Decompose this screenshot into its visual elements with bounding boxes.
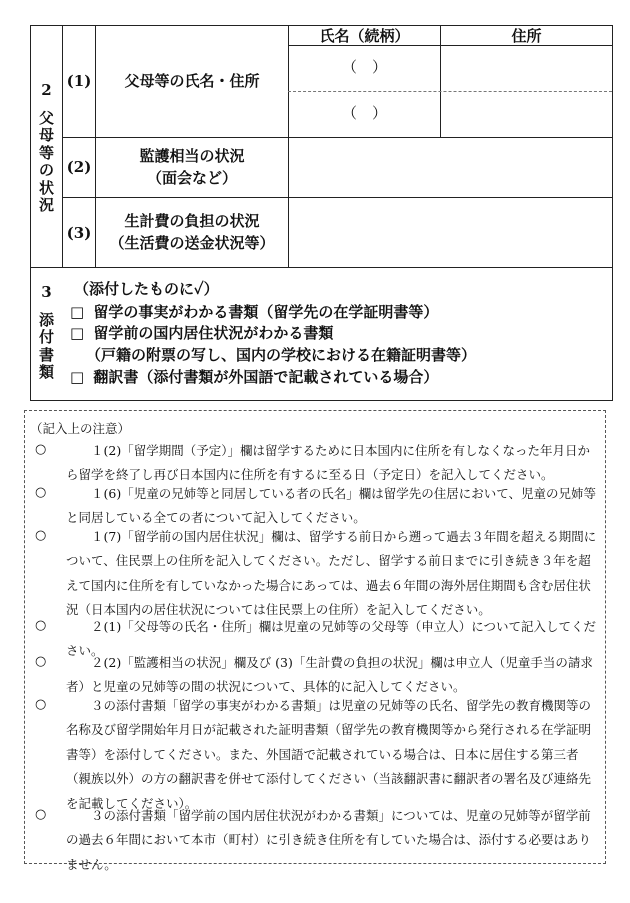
section2-char: 等	[38, 143, 54, 162]
attachment-item-label: 翻訳書（添付書類が外国語で記載されている場合）	[93, 368, 439, 386]
note-bullet-icon: ○	[35, 528, 47, 543]
section2-char: の	[38, 161, 54, 179]
checkbox-icon[interactable]: □	[70, 324, 85, 342]
checkbox-icon[interactable]: □	[70, 303, 85, 321]
relation-blank: （ ）	[341, 58, 387, 76]
notes-title: （記入上の注意）	[30, 421, 131, 436]
note-bullet-icon: ○	[35, 618, 47, 633]
row2-label-line1: 監護相当の状況	[139, 147, 245, 165]
parent2-name-input[interactable]	[289, 92, 440, 137]
attachment-item-label: 留学の事実がわかる書類（留学先の在学証明書等）	[93, 303, 439, 321]
note-item-4: ２(1)「父母等の氏名・住所」欄は児童の兄姉等の父母等（申立人）について記入してください。	[66, 619, 596, 659]
note-item-5: ２(2)「監護相当の状況」欄及び (3)「生計費の負担の状況」欄は申立人（児童手当の請求者）と児童の兄姉等の間の状況について、具体的に記入してください。	[66, 655, 593, 695]
row1-number: (1)	[66, 72, 92, 90]
living-cost-input[interactable]	[289, 198, 612, 267]
attachment-header: （添付したものに✓）	[74, 280, 219, 298]
note-bullet-icon: ○	[35, 697, 47, 712]
custody-status-input[interactable]	[289, 138, 612, 197]
column-header-address: 住所	[511, 27, 542, 45]
section3-char: 添	[38, 310, 54, 329]
row1-label: 父母等の氏名・住所	[124, 72, 260, 90]
attachment-item-2[interactable]	[70, 322, 333, 343]
section2-title	[31, 82, 62, 215]
attachment-item-label: 留学前の国内居住状況がわかる書類	[93, 324, 334, 342]
row3-label-line1: 生計費の負担の状況	[124, 212, 260, 230]
section3-char: 類	[38, 363, 54, 381]
checkbox-icon[interactable]: □	[70, 368, 85, 386]
section2-char: 況	[38, 196, 54, 214]
section2-number: 2	[41, 81, 52, 99]
note-bullet-icon: ○	[35, 442, 47, 457]
row3-number: (3)	[66, 224, 92, 242]
note-item-1: １(2)「留学期間（予定）」欄は留学するために日本国内に住所を有しなくなった年月日から留学を終了し再び日本国内に住所を有するに至る日（予定日）を記入してください。	[66, 443, 590, 483]
note-bullet-icon: ○	[35, 654, 47, 669]
column-header-name: 氏名（続柄）	[319, 27, 410, 45]
row3-label	[96, 210, 288, 254]
section3-number: 3	[41, 283, 52, 301]
attachment-item-2-detail: （戸籍の附票の写し、国内の学校における在籍証明書等）	[86, 346, 477, 364]
note-item-2: １(6)「児童の兄姉等と同居している者の氏名」欄は留学先の住居において、児童の兄姉等と同居している全ての者について記入してください。	[66, 486, 596, 526]
note-item-6: ３の添付書類「留学の事実がわかる書類」は児童の兄姉等の氏名、留学先の教育機関等の名称及び留学開始年月日が記載された証明書類（留学先の教育機関等から発行される在学証明書等）を添付してください。また、外国語で記載されている場合は、日本に居住する第三者（親族以外）の方の翻訳書を併せて添付してください（当該翻訳書に翻訳者の署名及び連絡先を記載してください）。	[66, 698, 592, 811]
row2-number: (2)	[66, 158, 92, 176]
note-item-7: ３の添付書類「留学前の国内居住状況がわかる書類」については、児童の兄姉等が留学前の過去６年間において本市（町村）に引き続き住所を有していた場合は、添付する必要はありません。	[66, 808, 592, 872]
parent2-address-input[interactable]	[441, 92, 612, 137]
section2-char: 母	[38, 126, 54, 144]
note-bullet-icon: ○	[35, 807, 47, 822]
parent1-name-input[interactable]	[289, 46, 440, 91]
attachment-item-1[interactable]	[70, 301, 438, 322]
section3-char: 書	[38, 345, 54, 364]
section2-char: 父	[38, 108, 54, 127]
row2-label-line2: （面会など）	[146, 169, 237, 187]
note-item-3: １(7)「留学前の国内居住状況」欄は、留学する前日から遡って過去３年間を超える期間について、住民票上の住所を記入してください。ただし、留学する前日までに引き続き３年を超えて国内に住所を有していなかった場合にあっては、過去６年間の海外居住期間も含む居住状況（日本国内の居住状況については住民票上の住所）を記入してください。	[66, 529, 597, 618]
note-bullet-icon: ○	[35, 485, 47, 500]
section3-char: 付	[38, 328, 54, 346]
row3-label-line2: （生活費の送金状況等）	[109, 234, 275, 252]
attachment-item-3[interactable]	[70, 366, 438, 387]
section3-title	[31, 284, 62, 382]
row2-label	[96, 145, 288, 189]
section2-char: 状	[38, 178, 54, 197]
relation-blank: （ ）	[341, 104, 387, 122]
parent1-address-input[interactable]	[441, 46, 612, 91]
